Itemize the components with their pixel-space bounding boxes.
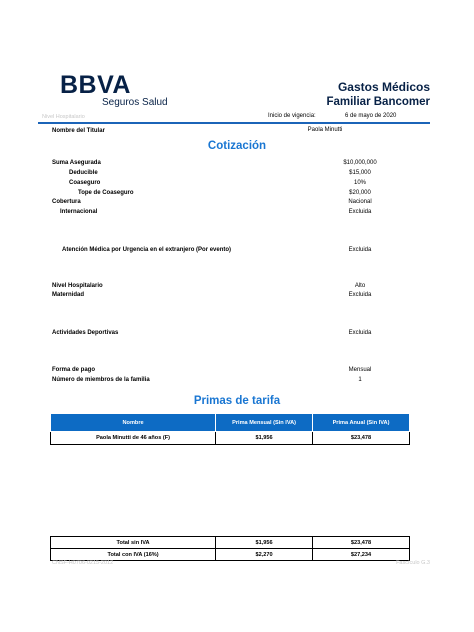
suma-value: $10,000,000 bbox=[343, 160, 377, 166]
faint-header-label: Nivel Hospitalario bbox=[42, 114, 85, 120]
footer-right-text: Fascículo G.3 bbox=[396, 560, 430, 566]
logo-text: BBVA bbox=[60, 71, 131, 99]
primas-header-row bbox=[51, 414, 410, 432]
tope-value: $20,000 bbox=[349, 190, 371, 196]
cobertura-label: Cobertura bbox=[52, 199, 81, 205]
internacional-label: Internacional bbox=[60, 209, 98, 215]
deducible-label: Deducible bbox=[69, 170, 98, 176]
row-prima-mensual: $1,956 bbox=[216, 432, 313, 445]
total-sin-iva-row bbox=[51, 537, 410, 549]
total-sin-iva-anual: $23,478 bbox=[313, 537, 410, 549]
row-prima-anual: $23,478 bbox=[313, 432, 410, 445]
internacional-value: Excluida bbox=[348, 209, 372, 215]
maternidad-value: Excluida bbox=[348, 292, 372, 298]
table-row bbox=[51, 432, 410, 445]
document-subtitle: Familiar Bancomer bbox=[326, 96, 430, 108]
cobertura-value: Nacional bbox=[348, 199, 372, 205]
primas-table bbox=[50, 413, 410, 445]
document-title: Gastos Médicos bbox=[337, 80, 430, 94]
primas-heading: Primas de tarifa bbox=[193, 395, 281, 407]
tope-label: Tope de Coaseguro bbox=[78, 190, 134, 196]
header-prima-mensual: Prima Mensual (Sin IVA) bbox=[216, 414, 313, 432]
total-sin-iva-mensual: $1,956 bbox=[216, 537, 313, 549]
coaseguro-label: Coaseguro bbox=[69, 180, 101, 186]
header-prima-anual: Prima Anual (Sin IVA) bbox=[313, 414, 410, 432]
titular-value: Paola Minutti bbox=[307, 127, 343, 133]
atencion-urgencia-value: Excluida bbox=[348, 247, 372, 253]
total-con-iva-anual: $27,234 bbox=[313, 549, 410, 561]
nivel-hospitalario-label: Nivel Hospitalario bbox=[52, 283, 103, 289]
row-nombre: Paola Minutti de 46 años (F) bbox=[51, 432, 216, 445]
inicio-vigencia-label: Inicio de vigencia: bbox=[268, 113, 316, 119]
forma-pago-value: Mensual bbox=[348, 367, 372, 373]
atencion-urgencia-label: Atención Médica por Urgencia en el extranjero (Por evento) bbox=[62, 247, 232, 253]
inicio-vigencia-value: 6 de mayo de 2020 bbox=[345, 113, 397, 119]
total-sin-iva-label: Total sin IVA bbox=[51, 537, 216, 549]
bbva-logo bbox=[60, 71, 180, 108]
actividades-deportivas-label: Actividades Deportivas bbox=[52, 330, 119, 336]
maternidad-label: Maternidad bbox=[52, 292, 85, 298]
total-con-iva-mensual: $2,270 bbox=[216, 549, 313, 561]
header-nombre: Nombre bbox=[51, 414, 216, 432]
actividades-deportivas-value: Excluida bbox=[348, 330, 372, 336]
header-rule bbox=[38, 122, 430, 124]
total-con-iva-label: Total con IVA (16%) bbox=[51, 549, 216, 561]
nivel-hospitalario-value: Alto bbox=[354, 283, 366, 289]
cotizacion-heading: Cotización bbox=[207, 140, 267, 152]
footer-registration-code: CNSF-H0706-0215-2012 bbox=[52, 560, 114, 566]
titular-label: Nombre del Titular bbox=[52, 128, 105, 134]
total-con-iva-row bbox=[51, 549, 410, 561]
deducible-value: $15,000 bbox=[349, 170, 371, 176]
logo-subtitle: Seguros Salud bbox=[102, 97, 168, 108]
forma-pago-label: Forma de pago bbox=[52, 367, 96, 373]
miembros-label: Número de miembros de la familia bbox=[52, 377, 150, 383]
coaseguro-value: 10% bbox=[353, 180, 366, 186]
suma-label: Suma Asegurada bbox=[52, 160, 101, 166]
totals-table bbox=[50, 536, 410, 561]
miembros-value: 1 bbox=[358, 377, 362, 383]
